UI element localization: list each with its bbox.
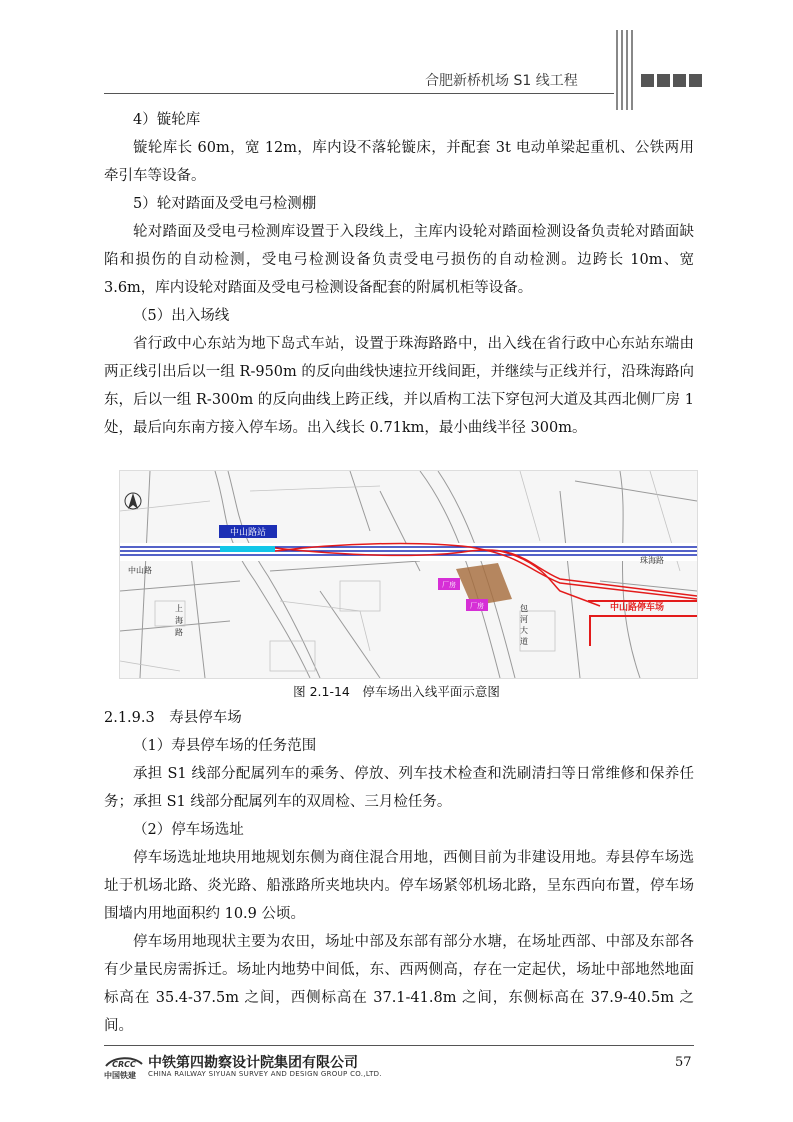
text-block-upper bbox=[104, 106, 694, 442]
page-number: 57 bbox=[675, 1055, 692, 1070]
subsection-heading: 2.1.9.3 寿县停车场 bbox=[104, 710, 242, 726]
header-decor-bars bbox=[616, 30, 638, 110]
section-heading: （2）停车场选址 bbox=[133, 822, 244, 838]
footer-company-en: CHINA RAILWAY SIYUAN SURVEY AND DESIGN GROUP CO.,LTD. bbox=[148, 1070, 382, 1078]
footer-group-name: 中国铁建 bbox=[104, 1071, 136, 1080]
footer-rule bbox=[104, 1045, 694, 1046]
header-rule bbox=[104, 93, 614, 94]
item-heading: 5）轮对踏面及受电弓检测棚 bbox=[133, 196, 317, 212]
factory-label: 厂房 bbox=[442, 581, 456, 589]
paragraph: 停车场用地现状主要为农田，场址中部及东部有部分水塘，在场址西部、中部及东部各有少量民房需拆迁。场址内地势中间低，东、西两侧高，存在一定起伏，场址中部地然地面标高在 35.4-37.5m 之间，西侧标高在 37.1-41.8m 之间，东侧标高在 37.9-40.5m 之间。 bbox=[104, 934, 694, 1034]
road-label-zhuhai: 珠海路 bbox=[640, 556, 664, 565]
paragraph: 停车场选址地块用地规划东侧为商住混合用地，西侧目前为非建设用地。寿县停车场选址于机场北路、炎光路、船涨路所夹地块内。停车场紧邻机场北路，呈东西向布置，停车场围墙内用地面积约 10.9 公顷。 bbox=[104, 850, 694, 922]
road-label-zhongshan: 中山路 bbox=[128, 566, 152, 575]
paragraph: 省行政中心东站为地下岛式车站，设置于珠海路路中，出入线在省行政中心东站东端由两正线引出后以一组 R-950m 的反向曲线快速拉开线间距，并继续与正线并行，沿珠海路向东，后以一组 R-300m 的反向曲线上跨正线，并以盾构工法下穿包河大道及其西北侧厂房 1 处，最后向东南方接入停车场。出入线长 0.71km，最小曲线半径 300m。 bbox=[104, 336, 694, 436]
section-heading: （1）寿县停车场的任务范围 bbox=[133, 738, 317, 754]
item-heading: 4）镟轮库 bbox=[133, 112, 201, 128]
paragraph: 镟轮库长 60m，宽 12m，库内设不落轮镟床，并配套 3t 电动单梁起重机、公铁两用牵引车等设备。 bbox=[104, 140, 694, 184]
route-map-figure bbox=[119, 470, 698, 679]
depot-label: 中山路停车场 bbox=[610, 603, 665, 613]
paragraph: 承担 S1 线部分配属列车的乘务、停放、列车技术检查和洗刷清扫等日常维修和保养任务；承担 S1 线部分配属列车的双周检、三月检任务。 bbox=[104, 766, 694, 810]
footer-company-cn: 中铁第四勘察设计院集团有限公司 bbox=[148, 1055, 358, 1071]
header-decor-squares bbox=[641, 72, 705, 91]
text-block-lower bbox=[104, 704, 694, 1040]
logo-lettering: CRCC bbox=[112, 1060, 136, 1069]
road-label-shanghai: 上海路 bbox=[175, 604, 183, 637]
road-label-baohe: 包河大道 bbox=[520, 604, 528, 646]
section-heading: （5）出入场线 bbox=[133, 308, 230, 324]
figure-caption: 图 2.1-14 停车场出入线平面示意图 bbox=[293, 684, 500, 699]
station-label: 中山路站 bbox=[229, 528, 267, 538]
factory-label: 厂房 bbox=[470, 602, 484, 610]
station-box bbox=[220, 546, 275, 552]
paragraph: 轮对踏面及受电弓检测库设置于入段线上，主库内设轮对踏面检测设备负责轮对踏面缺陷和损伤的自动检测，受电弓检测设备负责受电弓损伤的自动检测。边跨长 10m、宽 3.6m，库内设轮对踏面及受电弓检测设备配套的附属机柜等设备。 bbox=[104, 224, 694, 296]
running-header-title: 合肥新桥机场 S1 线工程 bbox=[425, 73, 578, 89]
